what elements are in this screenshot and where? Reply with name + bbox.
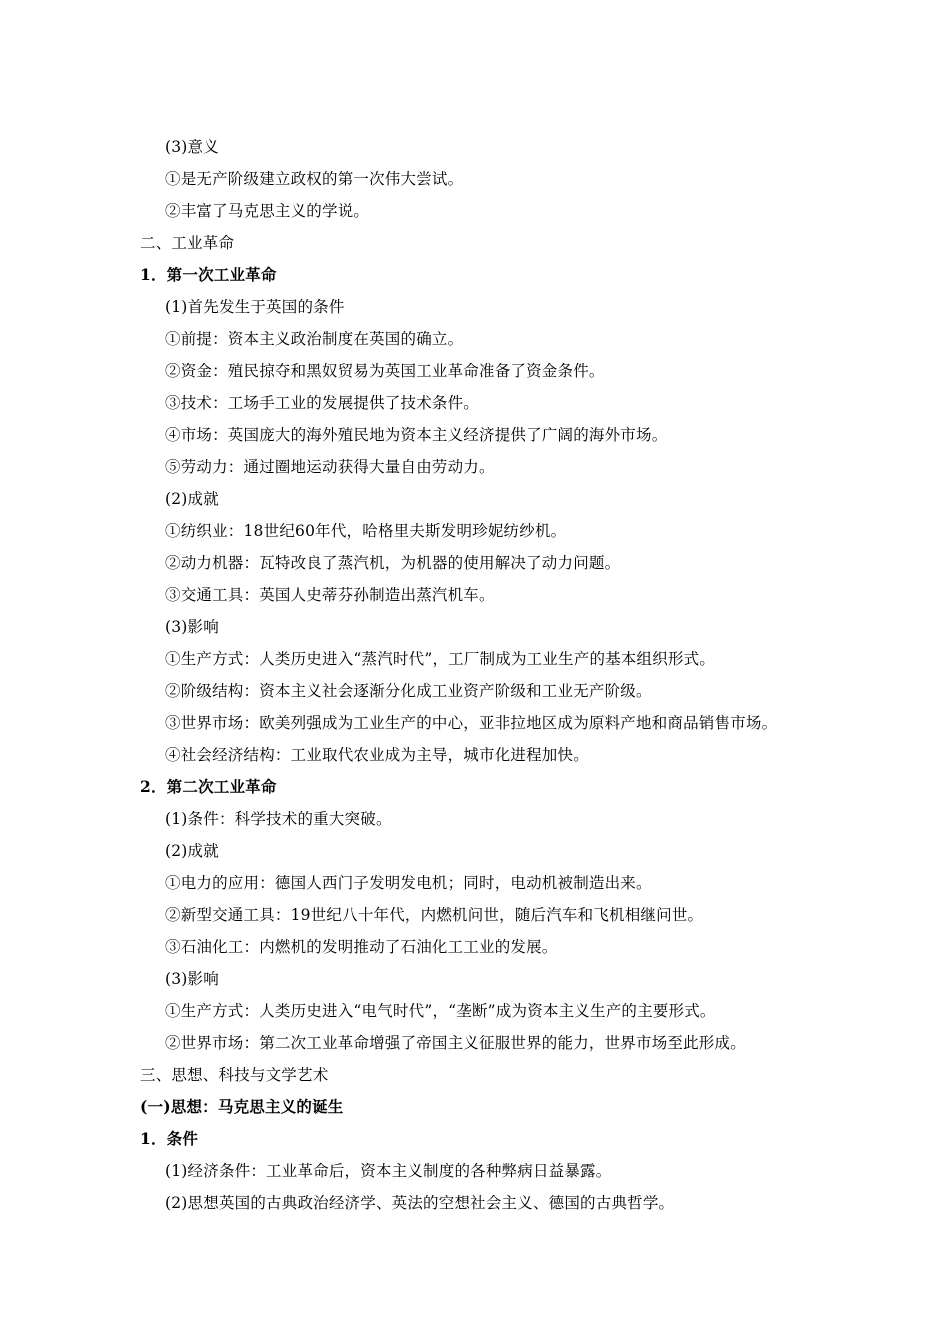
list-item: ⑤劳动力：通过圈地运动获得大量自由劳动力。 bbox=[165, 458, 495, 476]
numbered-item: (1)首先发生于英国的条件 bbox=[165, 298, 345, 316]
list-item: ②新型交通工具：19世纪八十年代，内燃机问世，随后汽车和飞机相继问世。 bbox=[165, 906, 704, 924]
list-item: ①电力的应用：德国人西门子发明发电机；同时，电动机被制造出来。 bbox=[165, 874, 652, 892]
list-item: ②资金：殖民掠夺和黑奴贸易为英国工业革命准备了资金条件。 bbox=[165, 362, 605, 380]
list-item: ①是无产阶级建立政权的第一次伟大尝试。 bbox=[165, 170, 464, 188]
list-item: ③交通工具：英国人史蒂芬孙制造出蒸汽机车。 bbox=[165, 586, 495, 604]
numbered-item: (2)成就 bbox=[165, 842, 219, 860]
list-item: ②阶级结构：资本主义社会逐渐分化成工业资产阶级和工业无产阶级。 bbox=[165, 682, 652, 700]
list-item: ①生产方式：人类历史进入“蒸汽时代”，工厂制成为工业生产的基本组织形式。 bbox=[165, 650, 716, 668]
section-heading: 二、工业革命 bbox=[140, 234, 235, 252]
subsection-heading: 1．第一次工业革命 bbox=[140, 265, 277, 284]
section-heading: 三、思想、科技与文学艺术 bbox=[140, 1066, 329, 1084]
document-page bbox=[0, 131, 950, 1219]
list-item: ③世界市场：欧美列强成为工业生产的中心，亚非拉地区成为原料产地和商品销售市场。 bbox=[165, 714, 778, 732]
list-item: ②动力机器：瓦特改良了蒸汽机，为机器的使用解决了动力问题。 bbox=[165, 554, 621, 572]
subsection-heading: 2．第二次工业革命 bbox=[140, 777, 277, 796]
list-item: ③技术：工场手工业的发展提供了技术条件。 bbox=[165, 394, 480, 412]
list-item: ①前提：资本主义政治制度在英国的确立。 bbox=[165, 330, 464, 348]
list-item: ④市场：英国庞大的海外殖民地为资本主义经济提供了广阔的海外市场。 bbox=[165, 426, 668, 444]
numbered-item: (1)经济条件：工业革命后，资本主义制度的各种弊病日益暴露。 bbox=[165, 1162, 612, 1180]
subsection-heading: 1．条件 bbox=[140, 1129, 199, 1148]
numbered-item: (2)成就 bbox=[165, 490, 219, 508]
list-item: ③石油化工：内燃机的发明推动了石油化工工业的发展。 bbox=[165, 938, 558, 956]
numbered-item: (3)影响 bbox=[165, 970, 219, 988]
numbered-item: (1)条件：科学技术的重大突破。 bbox=[165, 810, 392, 828]
list-item: ①生产方式：人类历史进入“电气时代”，“垄断”成为资本主义生产的主要形式。 bbox=[165, 1002, 716, 1020]
list-item: ①纺织业：18世纪60年代，哈格里夫斯发明珍妮纺纱机。 bbox=[165, 522, 567, 540]
list-item: ②世界市场：第二次工业革命增强了帝国主义征服世界的能力，世界市场至此形成。 bbox=[165, 1034, 746, 1052]
subsection-heading: (一)思想：马克思主义的诞生 bbox=[140, 1097, 344, 1116]
numbered-item: (3)意义 bbox=[165, 138, 219, 156]
list-item: ②丰富了马克思主义的学说。 bbox=[165, 202, 370, 220]
numbered-item: (3)影响 bbox=[165, 618, 219, 636]
numbered-item: (2)思想英国的古典政治经济学、英法的空想社会主义、德国的古典哲学。 bbox=[165, 1194, 675, 1212]
list-item: ④社会经济结构：工业取代农业成为主导，城市化进程加快。 bbox=[165, 746, 589, 764]
